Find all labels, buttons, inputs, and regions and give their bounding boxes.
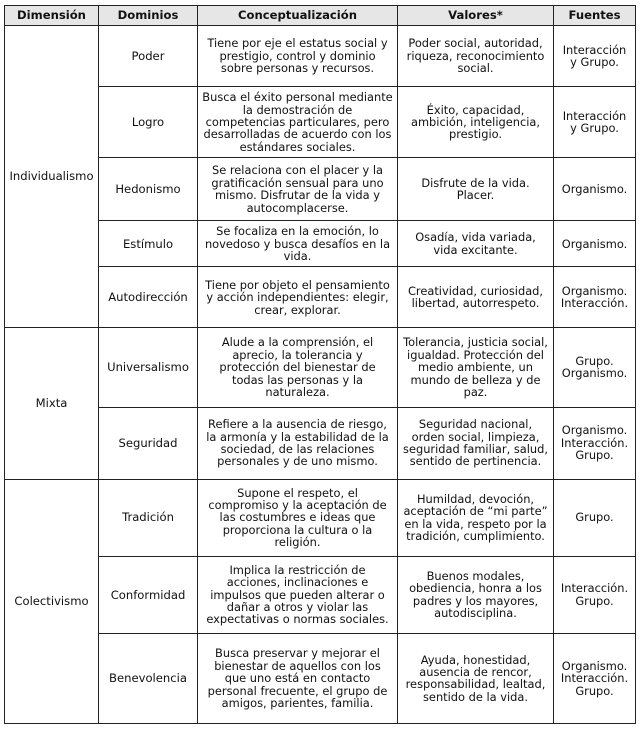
concept-cell: Tiene por objeto el pensamiento y acción independientes: elegir, crear, explorar.: [198, 267, 398, 328]
concept-cell: Se focaliza en la emoción, lo novedoso y busca desafíos en la vida.: [198, 221, 398, 267]
domain-cell: Tradición: [99, 479, 198, 556]
concept-cell: Busca preservar y mejorar el bienestar de aquellos con los que uno está en contacto personal frecuente, el grupo de amigos, parientes, familia.: [198, 633, 398, 723]
sources-cell: Organismo.: [554, 221, 636, 267]
values-cell: Disfrute de la vida. Placer.: [398, 158, 554, 221]
values-cell: Osadía, vida variada, vida excitante.: [398, 221, 554, 267]
header-domains: Dominios: [99, 6, 198, 26]
table-row: [5, 87, 636, 158]
header-conceptualization: Conceptualización: [198, 6, 398, 26]
domain-cell: Logro: [99, 87, 198, 158]
values-cell: Seguridad nacional, orden social, limpieza, seguridad familiar, salud, sentido de pertinencia.: [398, 407, 554, 479]
header-row: [5, 6, 636, 26]
values-cell: Buenos modales, obediencia, honra a los padres y los mayores, autodisciplina.: [398, 556, 554, 633]
domain-cell: Benevolencia: [99, 633, 198, 723]
table-row: [5, 267, 636, 328]
table-row: [5, 158, 636, 221]
sources-cell: Organismo. Interacción. Grupo.: [554, 407, 636, 479]
table-row: [5, 407, 636, 479]
sources-cell: Organismo. Interacción. Grupo.: [554, 633, 636, 723]
values-cell: Poder social, autoridad, riqueza, reconocimiento social.: [398, 26, 554, 87]
domain-cell: Conformidad: [99, 556, 198, 633]
table-row: [5, 221, 636, 267]
concept-cell: Supone el respeto, el compromiso y la aceptación de las costumbres e ideas que proporciona la cultura o la religión.: [198, 479, 398, 556]
concept-cell: Refiere a la ausencia de riesgo, la armonía y la estabilidad de la sociedad, de las relaciones personales y de uno mismo.: [198, 407, 398, 479]
sources-cell: Organismo. Interacción.: [554, 267, 636, 328]
dimension-cell: Colectivismo: [5, 479, 99, 723]
header-values: Valores*: [398, 6, 554, 26]
dimension-cell: Individualismo: [5, 26, 99, 328]
concept-cell: Se relaciona con el placer y la gratificación sensual para uno mismo. Disfrutar de la vida y autocomplacerse.: [198, 158, 398, 221]
table-row: [5, 556, 636, 633]
domain-cell: Seguridad: [99, 407, 198, 479]
domain-cell: Poder: [99, 26, 198, 87]
domain-cell: Universalismo: [99, 328, 198, 407]
values-cell: Ayuda, honestidad, ausencia de rencor, responsabilidad, lealtad, sentido de la vida.: [398, 633, 554, 723]
header-dimension: Dimensión: [5, 6, 99, 26]
sources-cell: Interacción y Grupo.: [554, 87, 636, 158]
domain-cell: Estímulo: [99, 221, 198, 267]
table-row: [5, 633, 636, 723]
sources-cell: Grupo.: [554, 479, 636, 556]
table-row: [5, 328, 636, 407]
concept-cell: Busca el éxito personal mediante la demostración de competencias particulares, pero desarrolladas de acuerdo con los estándares sociales.: [198, 87, 398, 158]
table-row: [5, 479, 636, 556]
concept-cell: Tiene por eje el estatus social y prestigio, control y dominio sobre personas y recursos.: [198, 26, 398, 87]
sources-cell: Interacción. Grupo.: [554, 556, 636, 633]
table-row: [5, 26, 636, 87]
sources-cell: Grupo. Organismo.: [554, 328, 636, 407]
values-cell: Creatividad, curiosidad, libertad, autorrespeto.: [398, 267, 554, 328]
concept-cell: Implica la restricción de acciones, inclinaciones e impulsos que pueden alterar o dañar a otros y violar las expectativas o normas sociales.: [198, 556, 398, 633]
sources-cell: Interacción y Grupo.: [554, 26, 636, 87]
values-cell: Humildad, devoción, aceptación de “mi parte” en la vida, respeto por la tradición, cumplimiento.: [398, 479, 554, 556]
dimension-cell: Mixta: [5, 328, 99, 479]
values-cell: Tolerancia, justicia social, igualdad. Protección del medio ambiente, un mundo de belleza y de paz.: [398, 328, 554, 407]
header-sources: Fuentes: [554, 6, 636, 26]
values-cell: Éxito, capacidad, ambición, inteligencia, prestigio.: [398, 87, 554, 158]
domain-cell: Hedonismo: [99, 158, 198, 221]
values-table: [4, 5, 636, 724]
sources-cell: Organismo.: [554, 158, 636, 221]
domain-cell: Autodirección: [99, 267, 198, 328]
concept-cell: Alude a la comprensión, el aprecio, la tolerancia y protección del bienestar de todas las personas y la naturaleza.: [198, 328, 398, 407]
